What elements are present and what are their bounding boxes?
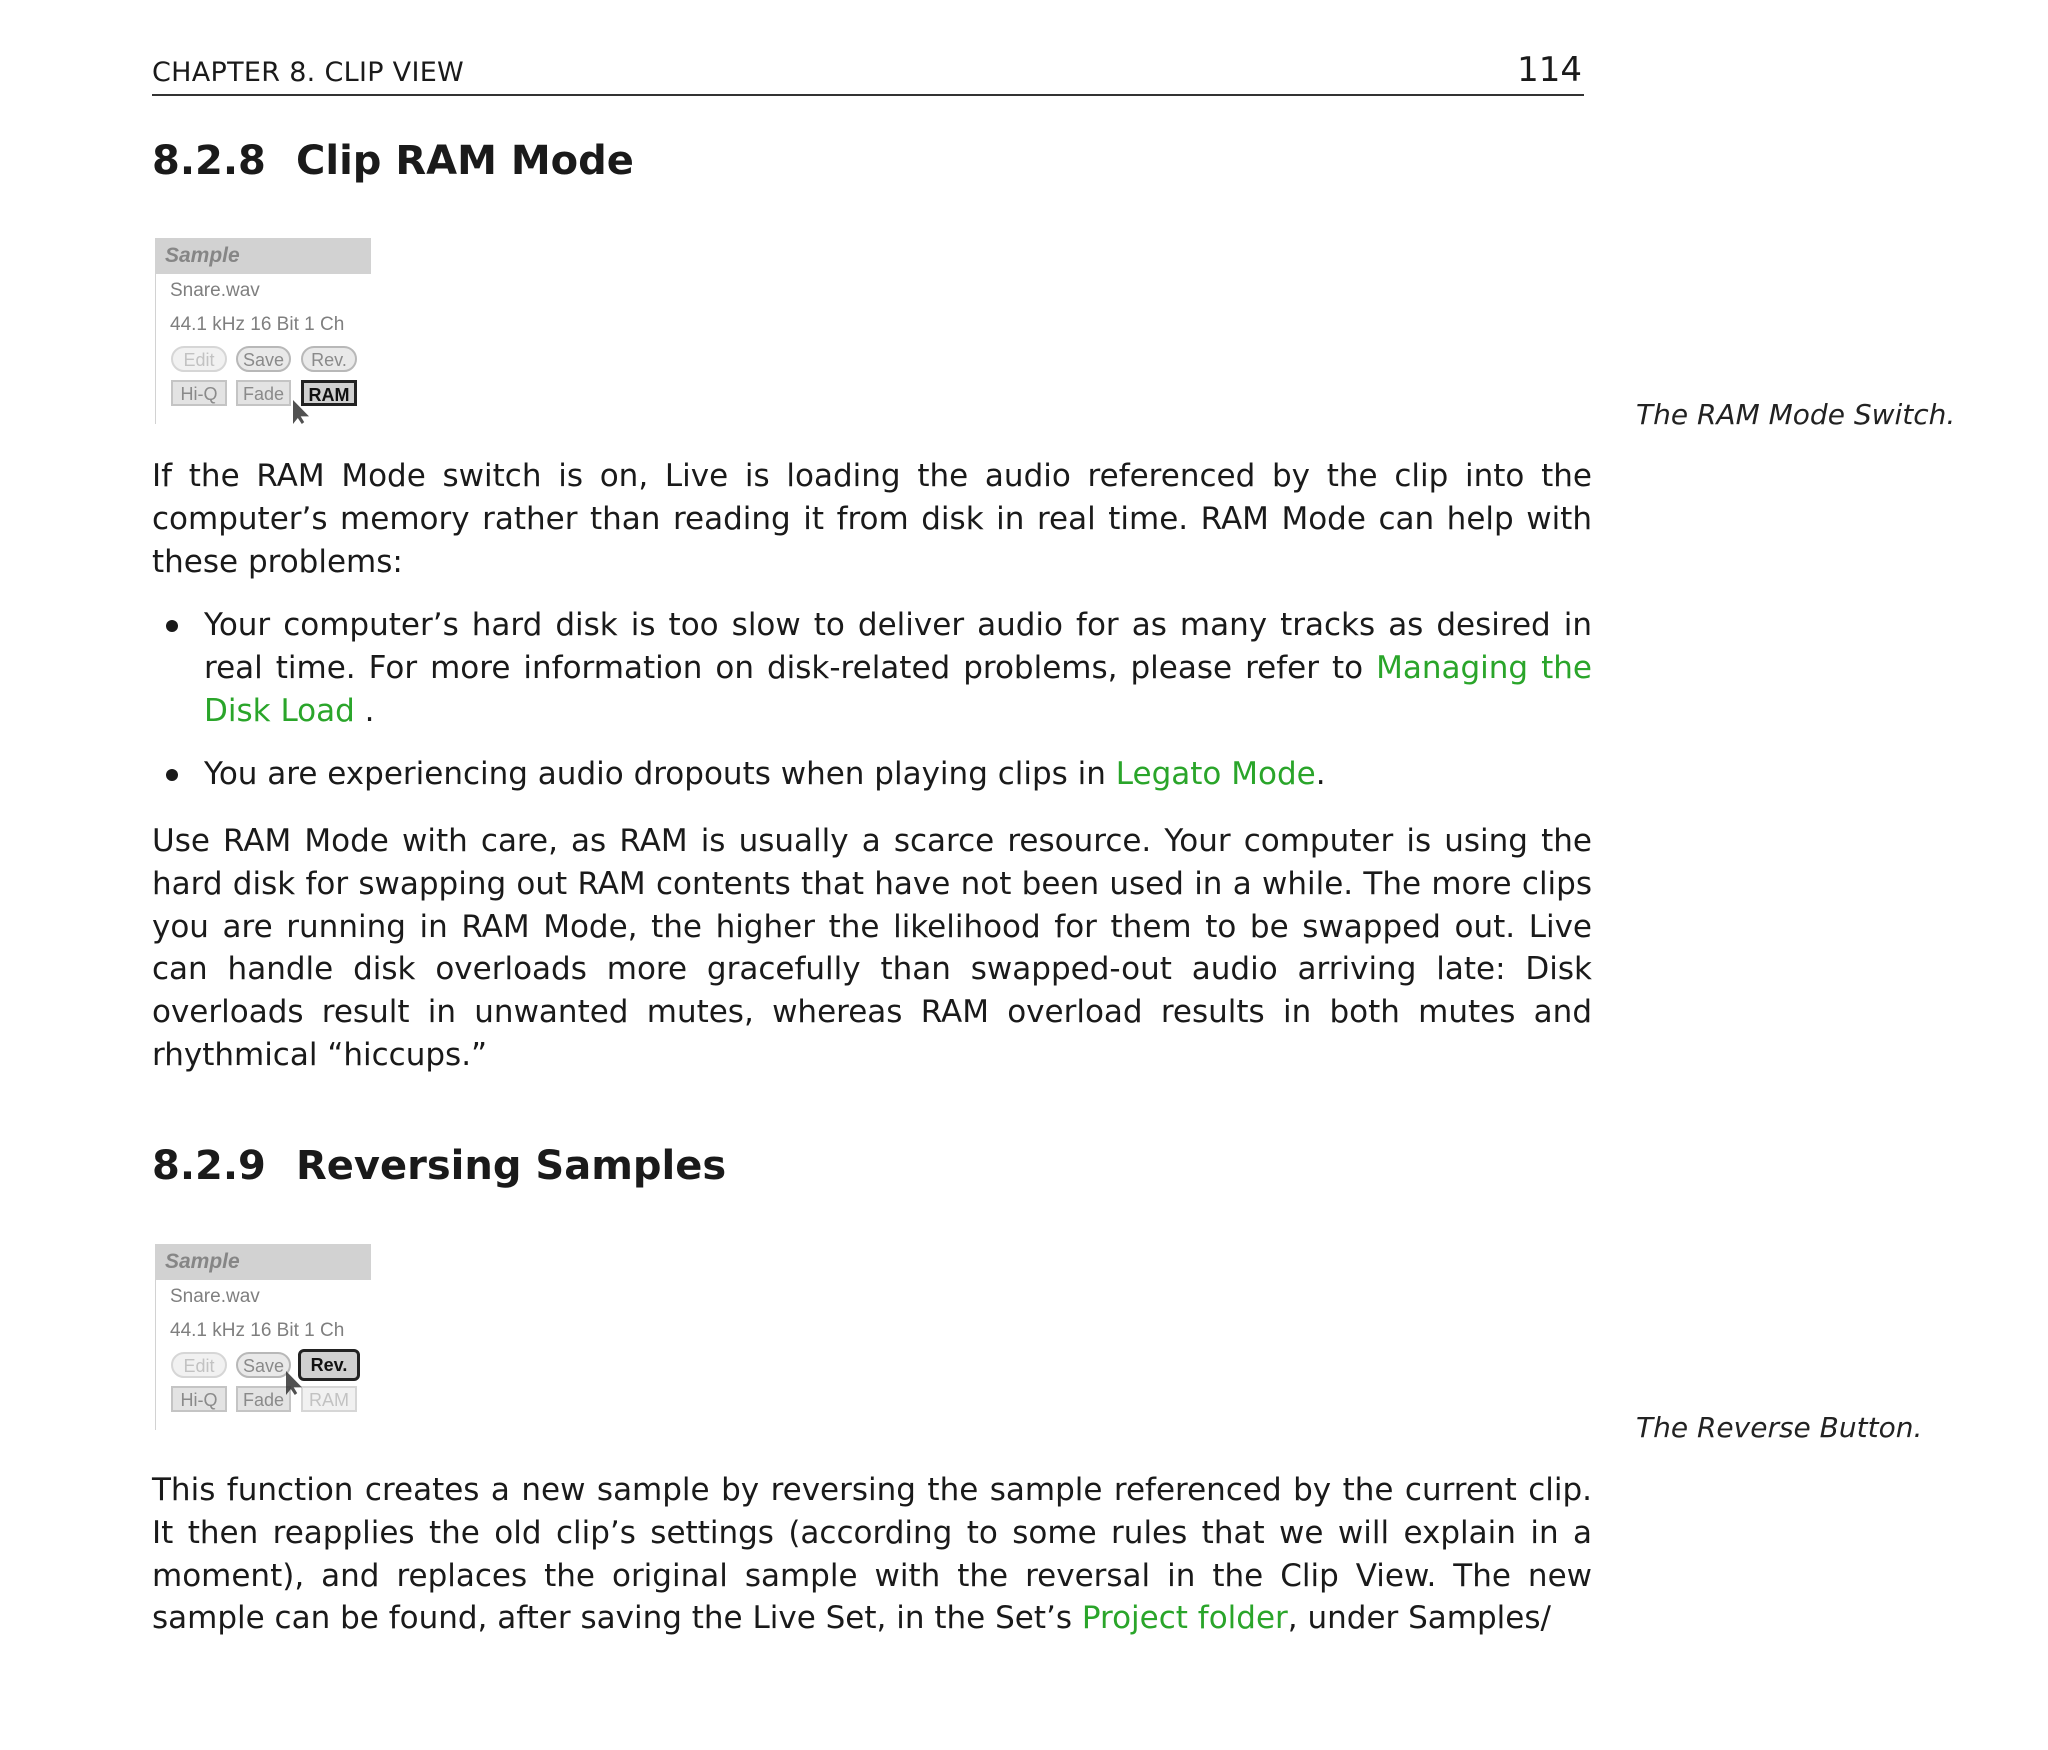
section-title: Reversing Samples bbox=[296, 1143, 727, 1189]
hi-q-button[interactable]: Hi-Q bbox=[171, 380, 227, 406]
bullet-icon bbox=[166, 620, 178, 632]
sample-panel-title: Sample bbox=[156, 1244, 371, 1280]
page-number: 114 bbox=[1517, 50, 1582, 90]
sample-panel-ram bbox=[155, 238, 371, 424]
list-item-text-end: . bbox=[1315, 756, 1326, 793]
sample-format: 44.1 kHz 16 Bit 1 Ch bbox=[170, 1320, 345, 1341]
sample-button-row-2 bbox=[156, 376, 371, 410]
list-item-text: You are experiencing audio dropouts when playing clips in bbox=[204, 756, 1116, 793]
chapter-title: CHAPTER 8. CLIP VIEW bbox=[152, 57, 465, 88]
sample-panel-title: Sample bbox=[156, 238, 371, 274]
section-heading-ram-mode bbox=[152, 138, 634, 184]
paragraph-text-end: , under Samples/ bbox=[1287, 1600, 1551, 1637]
section-heading-reversing-samples bbox=[152, 1143, 726, 1189]
figure-caption-reverse: The Reverse Button. bbox=[1636, 1411, 1923, 1444]
paragraph-reverse bbox=[152, 1469, 1592, 1640]
list-item-text-end: . bbox=[354, 692, 375, 729]
sample-button-row-1 bbox=[156, 342, 371, 376]
link-legato-mode[interactable]: Legato Mode bbox=[1115, 756, 1316, 793]
list-item-text: Your computer’s hard disk is too slow to deliver audio for as many tracks as desired in real time. For more information on disk-related problems, please refer to bbox=[204, 607, 1592, 686]
edit-button[interactable]: Edit bbox=[171, 346, 227, 372]
sample-panel-reverse bbox=[155, 1244, 371, 1430]
save-button[interactable]: Save bbox=[236, 1352, 291, 1378]
list-item bbox=[204, 604, 1592, 732]
ram-mode-switch[interactable]: RAM bbox=[301, 380, 357, 406]
paragraph-ram-intro: If the RAM Mode switch is on, Live is loading the audio referenced by the clip into the computer’s memory rather than reading it from disk in real time. RAM Mode can help with these problems: bbox=[152, 458, 1592, 580]
fade-button[interactable]: Fade bbox=[236, 1386, 291, 1412]
section-number: 8.2.8 bbox=[152, 138, 266, 184]
reverse-button[interactable]: Rev. bbox=[301, 346, 357, 372]
figure-caption-ram: The RAM Mode Switch. bbox=[1636, 398, 1956, 431]
fade-button[interactable]: Fade bbox=[236, 380, 291, 406]
save-button[interactable]: Save bbox=[236, 346, 291, 372]
sample-filename: Snare.wav bbox=[170, 280, 260, 301]
paragraph-text: This function creates a new sample by reversing the sample referenced by the current clip. It then reapplies the old clip’s settings (according to some rules that we will explain in a moment), and replaces the original sample with the reversal in the Clip View. The new sample can be found, after saving the Live Set, in the Set’s bbox=[152, 1472, 1592, 1637]
problem-list bbox=[204, 604, 1592, 817]
hi-q-button[interactable]: Hi-Q bbox=[171, 1386, 227, 1412]
section-title: Clip RAM Mode bbox=[296, 138, 634, 184]
paragraph-ram-care: Use RAM Mode with care, as RAM is usually a scarce resource. Your computer is using the hard disk for swapping out RAM contents that have not been used in a while. The more clips you are running in RAM Mode, the higher the likelihood for them to be swapped out. Live can handle disk overloads more gracefully than swapped-out audio arriving late: Disk overloads result in unwanted mutes, whereas RAM overload results in both mutes and rhythmical “hiccups.” bbox=[152, 823, 1592, 1073]
link-managing-disk-load[interactable]: Managing the Disk Load bbox=[204, 649, 1592, 729]
bullet-icon bbox=[166, 769, 178, 781]
sample-button-row-1 bbox=[156, 1348, 371, 1382]
list-item bbox=[204, 753, 1592, 796]
running-header bbox=[152, 50, 1584, 96]
ram-mode-switch[interactable]: RAM bbox=[301, 1386, 357, 1412]
reverse-button[interactable]: Rev. bbox=[298, 1349, 360, 1381]
edit-button[interactable]: Edit bbox=[171, 1352, 227, 1378]
section-number: 8.2.9 bbox=[152, 1143, 266, 1189]
sample-button-row-2 bbox=[156, 1382, 371, 1416]
sample-filename: Snare.wav bbox=[170, 1286, 260, 1307]
sample-format: 44.1 kHz 16 Bit 1 Ch bbox=[170, 314, 345, 335]
link-project-folder[interactable]: Project folder bbox=[1081, 1600, 1288, 1637]
